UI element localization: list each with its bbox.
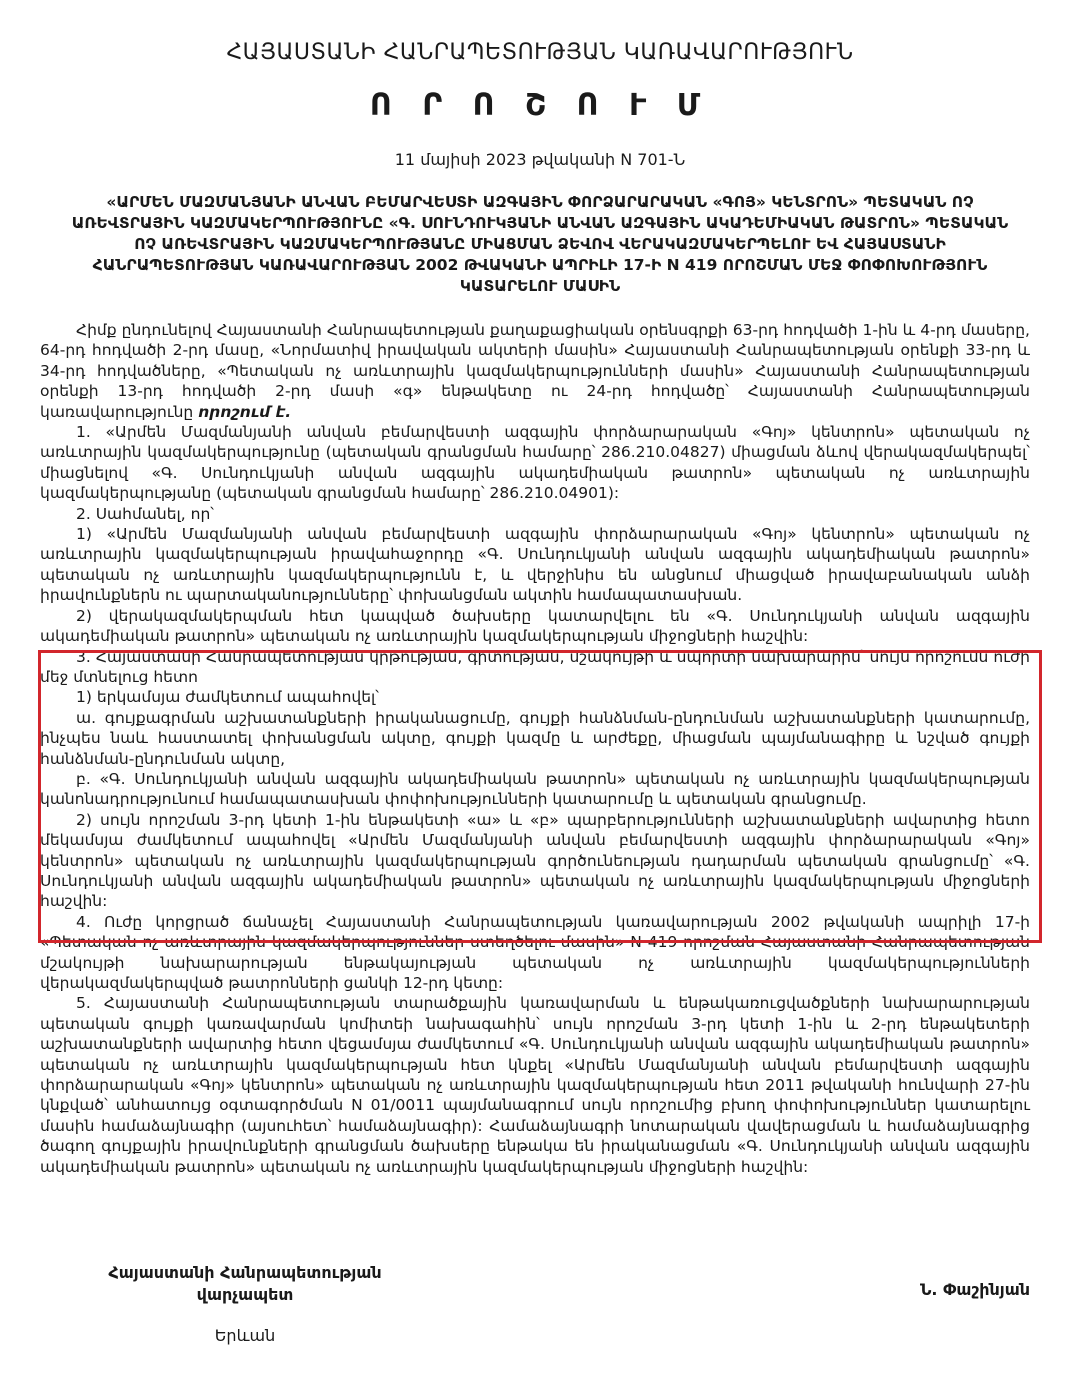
clause-2-2: 2) վերակազմակերպման հետ կապված ծախսերը կատարվելու են «Գ. Սունդուկյանի անվան ազգային ակադեմիական թատրոն» պետական ոչ առևտրային կազմակերպության միջոցների հաշվին: bbox=[40, 606, 1030, 646]
clause-3-highlight-frame bbox=[38, 650, 1042, 943]
clause-3-1-b: բ. «Գ. Սունդուկյանի անվան ազգային ակադեմիական թատրոն» պետական ոչ առևտրային կազմակերպության կանոնադրությունում համապատասխան փոփոխությունների կատարումը և պետական գրանցումը. bbox=[40, 769, 1030, 809]
clause-3-1: 1) երկամսյա ժամկետում ապահովել՝ bbox=[76, 688, 379, 707]
signatory-position-line-2: վարչապետ bbox=[196, 1285, 294, 1304]
preamble-paragraph bbox=[40, 320, 1030, 422]
government-title: ՀԱՅԱՍՏԱՆԻ ՀԱՆՐԱՊԵՏՈՒԹՅԱՆ ԿԱՌԱՎԱՐՈՒԹՅՈՒՆ bbox=[226, 40, 854, 65]
decides-phrase: որոշում է. bbox=[198, 402, 292, 421]
clause-3-2: 2) սույն որոշման 3-րդ կետի 1-ին ենթակետի «ա» և «բ» պարբերությունների աշխատանքների ավարտից հետո մեկամսյա ժամկետում ապահովել «Արմեն Մազմանյանի անվան բեմարվեստի ազգային փորձարարական «Գոյ» կենտրոն» պետական ոչ առևտրային կազմակերպության գործունեության դադարման պետական գրանցումը՝ «Գ. Սունդուկյանի անվան ազգային ակադեմիական թատրոն» պետական ոչ առևտրային կազմակերպության միջոցների հաշվին: bbox=[40, 810, 1030, 911]
clause-2-1: 1) «Արմեն Մազմանյանի անվան բեմարվեստի ազգային փորձարարական «Գոյ» կենտրոն» պետական ոչ առևտրային կազմակերպության իրավահաջորդը «Գ. Սունդուկյանի անվան ազգային ակադեմիական թատրոն» պետական ոչ առևտրային կազմակերպությունն է, և վերջինիս են անցնում միացված իրավաբանական անձի իրավունքներն ու պարտականությունները՝ փոխանցման ակտին համապատասխան. bbox=[40, 525, 1030, 605]
document-date: 11 մայիսի 2023 թվականի N 701-Ն bbox=[394, 150, 686, 169]
clause-2: 2. Սահմանել, որ՝ bbox=[76, 504, 214, 523]
signing-place: Երևան bbox=[214, 1326, 276, 1345]
signatory-position-line-1: Հայաստանի Հանրապետության bbox=[108, 1263, 382, 1282]
document-subject: «ԱՐՄԵՆ ՄԱԶՄԱՆՅԱՆԻ ԱՆՎԱՆ ԲԵՄԱՐՎԵՍՏԻ ԱԶԳԱՅԻՆ ՓՈՐՁԱՐԱՐԱԿԱՆ «ԳՈՅ» ԿԵՆՏՐՈՆ» ՊԵՏԱԿԱՆ ՈՉ ԱՌԵՎՏՐԱՅԻՆ ԿԱԶՄԱԿԵՐՊՈՒԹՅՈՒՆԸ «Գ. ՍՈՒՆԴՈՒԿՅԱՆԻ ԱՆՎԱՆ ԱԶԳԱՅԻՆ ԱԿԱԴԵՄԻԱԿԱՆ ԹԱՏՐՈՆ» ՊԵՏԱԿԱՆ ՈՉ ԱՌԵՎՏՐԱՅԻՆ ԿԱԶՄԱԿԵՐՊՈՒԹՅԱՆԸ ՄԻԱՑՄԱՆ ՁԵՎՈՎ ՎԵՐԱԿԱԶՄԱԿԵՐՊԵԼՈՒ ԵՎ ՀԱՅԱՍՏԱՆԻ ՀԱՆՐԱՊԵՏՈՒԹՅԱՆ ԿԱՌԱՎԱՐՈՒԹՅԱՆ 2002 ԹՎԱԿԱՆԻ ԱՊՐԻԼԻ 17-Ի N 419 ՈՐՈՇՄԱՆ ՄԵՋ ՓՈՓՈԽՈՒԹՅՈՒՆ ԿԱՏԱՐԵԼՈՒ ՄԱՍԻՆ bbox=[71, 193, 1009, 295]
clause-1: 1. «Արմեն Մազմանյանի անվան բեմարվեստի ազգային փորձարարական «Գոյ» կենտրոն» պետական ոչ առևտրային կազմակերպությունը (պետական գրանցման համարը՝ 286.210.04827) միացման ձևով վերակազմակերպել՝ միացնելով «Գ. Սունդուկյանի անվան ազգային ակադեմիական թատրոն» պետական ոչ առևտրային կազմակերպությանը (պետական գրանցման համարը՝ 286.210.04901): bbox=[40, 423, 1030, 503]
signatory-name: Ն. Փաշինյան bbox=[919, 1280, 1030, 1299]
preamble-text: Հիմք ընդունելով Հայաստանի Հանրապետության քաղաքացիական օրենսգրքի 63-րդ հոդվածի 1-ին և 4-րդ մասերը, 64-րդ հոդվածի 2-րդ մասը, «Նորմատիվ իրավական ակտերի մասին» Հայաստանի Հանրապետության օրենքի 33-րդ և 34-րդ հոդվածները, «Պետական ոչ առևտրային կազմակերպությունների մասին» Հայաստանի Հանրապետության օրենքի 13-րդ հոդվածի 2-րդ մասի «գ» ենթակետը ու 24-րդ հոդվածը՝ Հայաստանի Հանրապետության կառավարությունը bbox=[40, 321, 1030, 421]
document-type-heading: Ո Ր Ո Շ Ո Ւ Մ bbox=[369, 88, 711, 123]
clause-3-1-a: ա. գույքագրման աշխատանքների իրականացումը, գույքի հանձնման-ընդունման աշխատանքների կատարումը, ինչպես նաև հաստատել փոխանցման ակտը, գույքի կազմը և արժեքը, միացման պայմանագիրը և նշված գույքի հանձնման-ընդունման ակտը, bbox=[40, 708, 1030, 768]
clause-3: 3. Հայաստանի Հանրապետության կրթության, գիտության, մշակույթի և սպորտի նախարարին՝ սույն որոշումն ուժի մեջ մտնելուց հետո bbox=[40, 647, 1030, 686]
clause-4: 4. Ուժը կորցրած ճանաչել Հայաստանի Հանրապետության կառավարության 2002 թվականի ապրիլի 17-ի «Պետական ոչ առևտրային կազմակերպություններ ստեղծելու մասին» N 419 որոշման Հայաստանի Հանրապետության մշակույթի նախարարության ենթակայության պետական ոչ առևտրային կազմակերպությունների վերակազմակերպված թատրոնների ցանկի 12-րդ կետը: bbox=[40, 912, 1030, 992]
clause-5: 5. Հայաստանի Հանրապետության տարածքային կառավարման և ենթակառուցվածքների նախարարության պետական գույքի կառավարման կոմիտեի նախագահին՝ սույն որոշման 3-րդ կետի 1-ին և 2-րդ ենթակետերի աշխատանքների ավարտից հետո վեցամսյա ժամկետում «Գ. Սունդուկյանի անվան ազգային ակադեմիական թատրոն» պետական ոչ առևտրային կազմակերպության հետ կնքել «Արմեն Մազմանյանի անվան բեմարվեստի ազգային փորձարարական «Գոյ» կենտրոն» պետական ոչ առևտրային կազմակերպության հետ 2011 թվականի հունվարի 27-ին կնքված՝ անհատույց օգտագործման N 01/0011 պայմանագրում սույն որոշումից բխող փոփոխություններ կատարելու մասին համաձայնագիր (այսուհետ՝ համաձայնագիր): Համաձայնագրի նոտարական վավերացման և համաձայնագրից ծագող գույքային իրավունքների գրանցման ծախսերը ենթակա են իրականացման «Գ. Սունդուկյանի անվան ազգային ակադեմիական թատրոն» պետական ոչ առևտրային կազմակերպության միջոցների հաշվին: bbox=[40, 994, 1030, 1176]
signatory-position bbox=[90, 1262, 400, 1306]
